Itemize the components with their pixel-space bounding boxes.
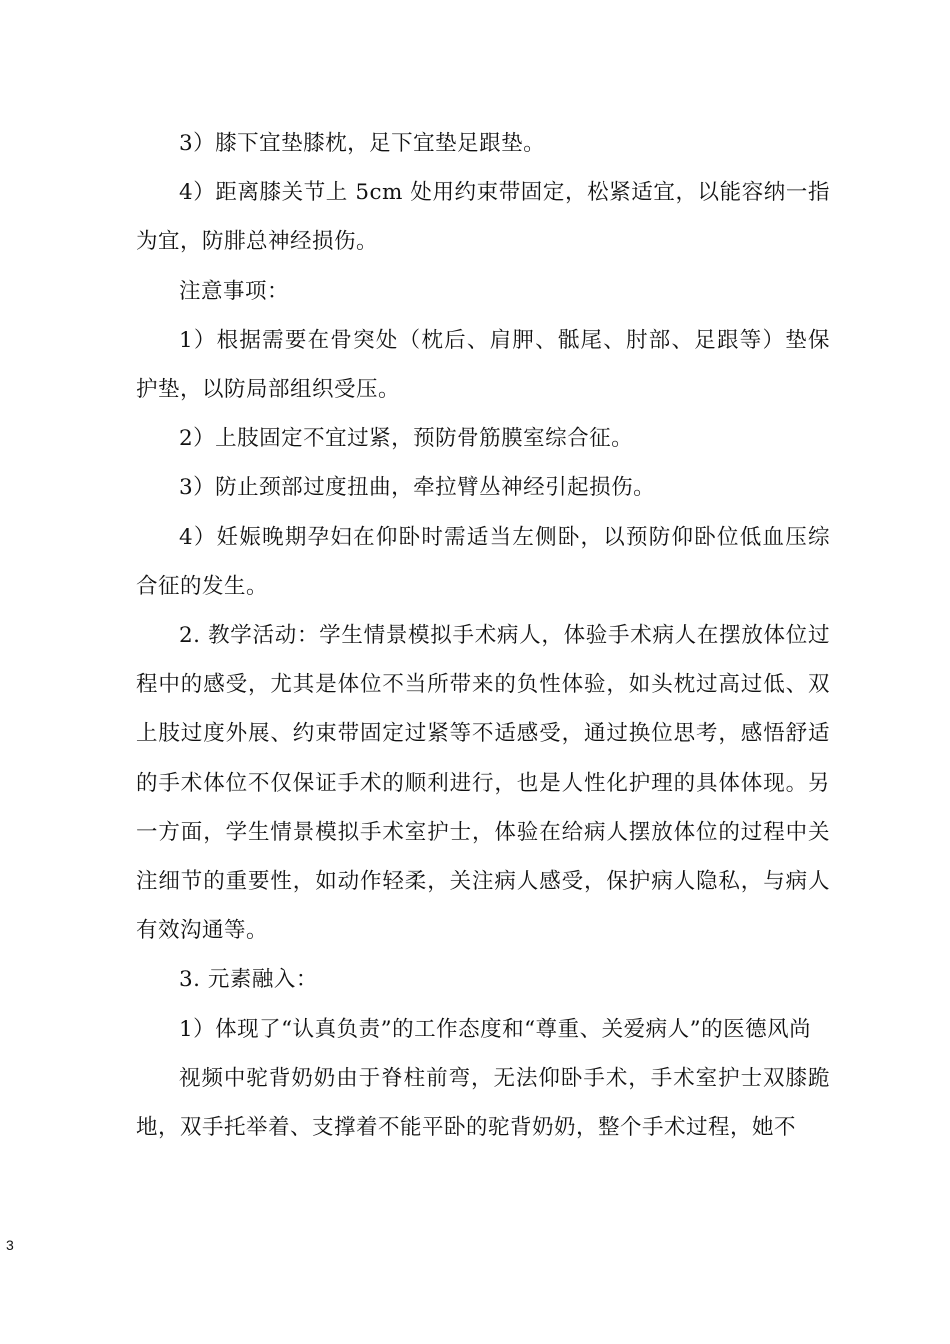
document-body — [136, 119, 830, 1152]
paragraph-medical-ethics: 1）体现了“认真负责”的工作态度和“尊重、关爱病人”的医德风尚 — [179, 1016, 812, 1042]
paragraph-precautions-heading: 注意事项： — [179, 278, 290, 304]
paragraph-protective-pads: 1）根据需要在骨突处（枕后、肩胛、骶尾、肘部、足跟等）垫保护垫，以防局部组织受压。 — [136, 327, 830, 403]
paragraph-element-integration-heading: 3. 元素融入： — [179, 967, 318, 993]
paragraph-neck-twisting: 3）防止颈部过度扭曲，牵拉臂丛神经引起损伤。 — [179, 475, 656, 501]
paragraph-teaching-activity: 2. 教学活动：学生情景模拟手术病人，体验手术病人在摆放体位过程中的感受，尤其是体位不当所带来的负性体验，如头枕过高过低、双上肢过度外展、约束带固定过紧等不适感受，通过换位思考，感悟舒适的手术体位不仅保证手术的顺利进行，也是人性化护理的具体体现。另一方面，学生情景模拟手术室护士，体验在给病人摆放体位的过程中关注细节的重要性，如动作轻柔，关注病人感受，保护病人隐私，与病人有效沟通等。 — [136, 623, 830, 944]
page-number: 3 — [6, 1237, 14, 1253]
paragraph-pregnancy: 4）妊娠晚期孕妇在仰卧时需适当左侧卧，以预防仰卧位低血压综合征的发生。 — [136, 524, 830, 599]
paragraph-knee-pillow: 3）膝下宜垫膝枕，足下宜垫足跟垫。 — [179, 131, 546, 156]
paragraph-restraint-strap: 4）距离膝关节上 5cm 处用约束带固定，松紧适宜，以能容纳一指为宜，防腓总神经损伤。 — [136, 180, 830, 255]
paragraph-video-description: 视频中驼背奶奶由于脊柱前弯，无法仰卧手术，手术室护士双膝跪地，双手托举着、支撑着不能平卧的驼背奶奶，整个手术过程，她不 — [136, 1065, 830, 1141]
paragraph-upper-limb-fixation: 2）上肢固定不宜过紧，预防骨筋膜室综合征。 — [179, 426, 634, 452]
